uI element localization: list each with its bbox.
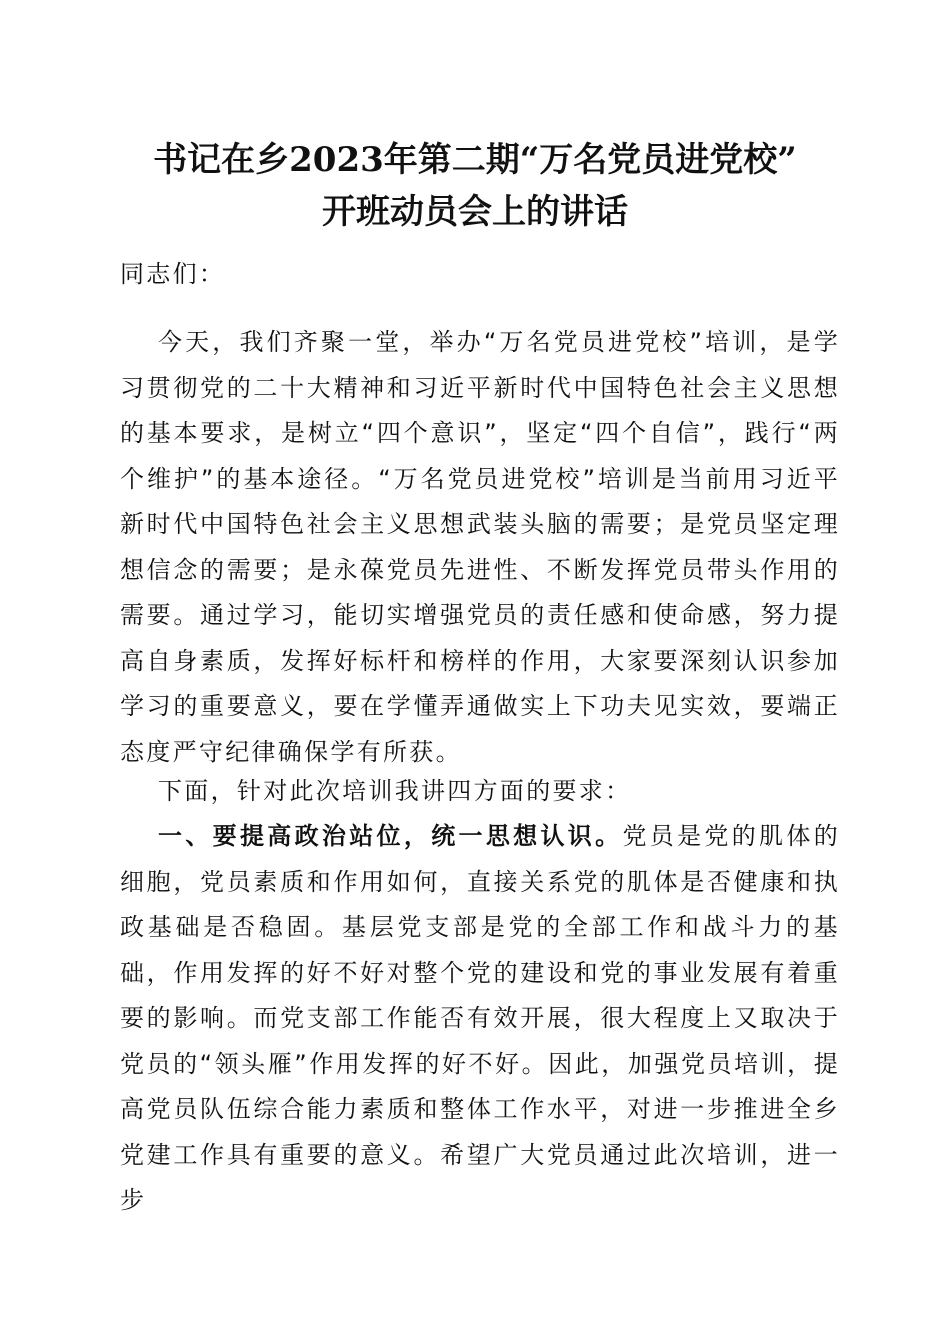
paragraph-1 bbox=[120, 320, 840, 775]
paragraph-3-text: 党员是党的肌体的细胞，党员素质和作用如何，直接关系党的肌体是否健康和执政基础是否稳固。基层党支部是党的全部工作和战斗力的基础，作用发挥的好不好对整个党的建设和党的事业发展有着重要的影响。而党支部工作能否有效开展，很大程度上又取决于党员的“领头雁”作用发挥的好不好。因此，加强党员培训，提高党员队伍综合能力素质和整体工作水平，对进一步推进全乡党建工作具有重要的意义。希望广大党员通过此次培训，进一步 bbox=[120, 822, 840, 1214]
paragraph-2-text: 下面，针对此次培训我讲四方面的要求： bbox=[158, 777, 632, 805]
document-title-line-2: 开班动员会上的讲话 bbox=[322, 192, 628, 232]
paragraph-3 bbox=[120, 814, 840, 1224]
greeting: 同志们： bbox=[120, 260, 226, 288]
document-title-line-1: 书记在乡2023年第二期“万名党员进党校” bbox=[153, 140, 797, 180]
paragraph-2 bbox=[120, 769, 840, 815]
paragraph-1-text: 今天，我们齐聚一堂，举办“万名党员进党校”培训，是学习贯彻党的二十大精神和习近平新时代中国特色社会主义思想的基本要求，是树立“四个意识”，坚定“四个自信”，践行“两个维护”的基本途径。“万名党员进党校”培训是当前用习近平新时代中国特色社会主义思想武装头脑的需要；是党员坚定理想信念的需要；是永葆党员先进性、不断发挥党员带头作用的需要。通过学习，能切实增强党员的责任感和使命感，努力提高自身素质，发挥好标杆和榜样的作用，大家要深刻认识参加学习的重要意义，要在学懂弄通做实上下功夫见实效，要端正态度严守纪律确保学有所获。 bbox=[120, 328, 840, 766]
section-heading-1: 一、要提高政治站位，统一思想认识。 bbox=[158, 822, 623, 850]
